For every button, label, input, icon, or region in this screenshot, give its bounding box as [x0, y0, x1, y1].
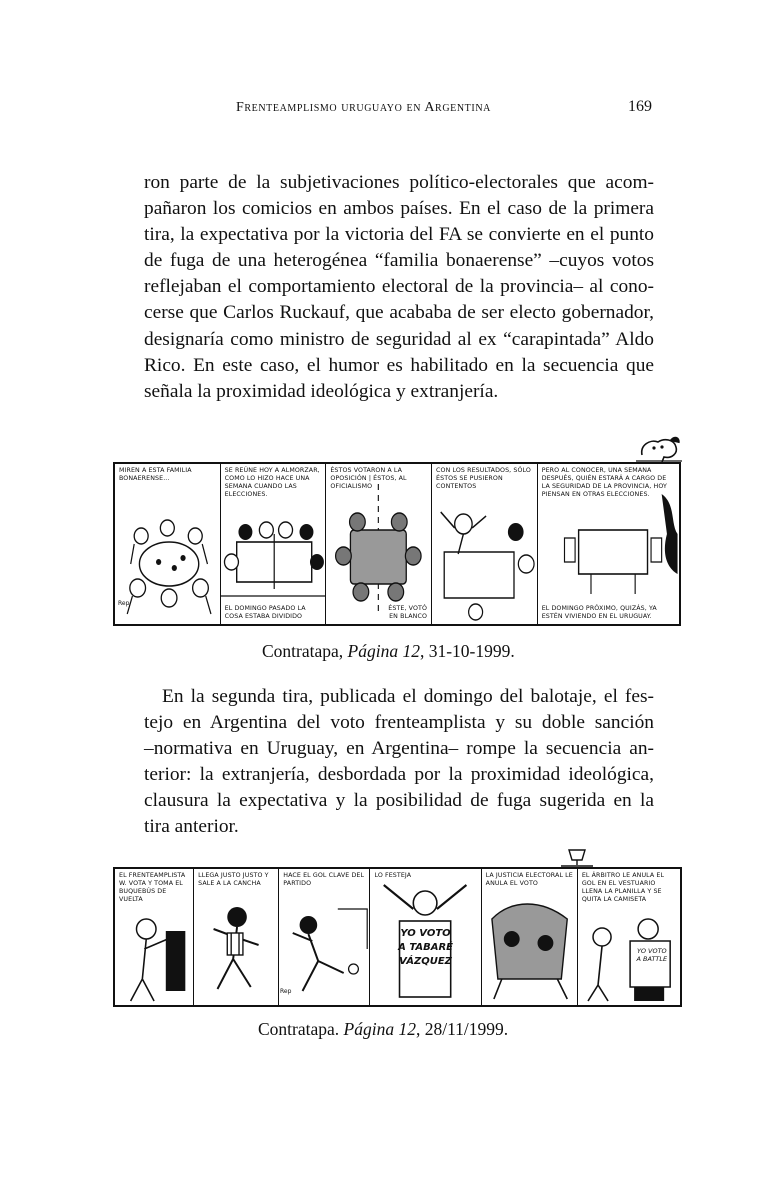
- panel-caption: SE REÚNE HOY A ALMORZAR, COMO LO HIZO HACE UNA SEMANA CUANDO LAS ELECCIONES.: [224, 467, 320, 498]
- text-line: –normativa en Uruguay, en Argentina– rompe la secuencia an-: [144, 738, 654, 760]
- text-line: clausura la expectativa y la posibilidad de fuga sugerida en la: [144, 790, 654, 812]
- annulled-vote-illustration: [482, 869, 577, 1005]
- shirt-slogan: YO VOTO A BATTLE: [636, 947, 668, 963]
- text-line: En la segunda tira, publicada el domingo del balotaje, el fes-: [162, 686, 654, 707]
- table-split-illustration: [221, 464, 326, 624]
- family-table-illustration: [115, 464, 220, 624]
- voter-boat-illustration: [115, 869, 193, 1005]
- running-title-text: Frenteamplismo uruguayo en Argentina: [236, 100, 491, 115]
- empty-table-illustration: [538, 464, 679, 624]
- caption-publication: Página 12: [343, 1019, 416, 1039]
- panel-caption: ÉSTOS VOTARON A LA OPOSICIÓN | ÉSTOS, AL OFICIALISMO: [330, 467, 407, 490]
- panel-caption-bottom: ÉSTE, VOTÓ EN BLANCO: [388, 605, 428, 620]
- comic-panel: [538, 464, 679, 624]
- dog-doodle-icon: [636, 433, 682, 463]
- panel-caption: CON LOS RESULTADOS, SÓLO ÉSTOS SE PUSIERON CONTENTOS: [436, 467, 531, 490]
- panel-caption: MIREN A ESTA FAMILIA BONAERENSE...: [119, 467, 192, 482]
- body-paragraph-1: [144, 170, 654, 405]
- figure-caption-1: [262, 641, 515, 662]
- comic-panel: [115, 464, 221, 624]
- celebrating-figures-illustration: [432, 464, 537, 624]
- panel-caption: EL FRENTEAMPLISTA W. VOTA Y TOMA EL BUQUEBÚS DE VUELTA: [119, 872, 186, 903]
- panel-caption: EL ÁRBITRO LE ANULA EL GOL EN EL VESTUARIO LLENA LA PLANILLA Y SE QUITA LA CAMISETA: [581, 872, 665, 903]
- comic-panel: [279, 869, 370, 1005]
- panel-caption-bottom: EL DOMINGO PRÓXIMO, QUIZÁS, YA ESTÉN VIVIENDO EN EL URUGUAY.: [541, 605, 657, 620]
- text-line: tira anterior.: [144, 816, 239, 838]
- top-view-table-illustration: [326, 464, 431, 624]
- artist-signature: Rep: [280, 988, 292, 995]
- comic-panel: [221, 464, 327, 624]
- text-line: tejo en Argentina del voto frenteamplista y su doble sanción: [144, 712, 654, 734]
- text-line: señala la proximidad ideológica y extranjería.: [144, 380, 499, 402]
- text-line: terior: la extranjería, desbordada por la proximidad ideológica,: [144, 764, 654, 786]
- caption-publication: Página 12: [347, 641, 420, 661]
- panel-caption: HACE EL GOL CLAVE DEL PARTIDO: [283, 872, 365, 887]
- text-line: designaría como ministro de seguridad al ex “carapintada” Aldo: [144, 328, 654, 350]
- scoring-goal-illustration: [279, 869, 369, 1005]
- comic-panel: [432, 464, 538, 624]
- comic-panel: [482, 869, 578, 1005]
- text-line: cerse que Carlos Ruckauf, que acababa de ser electo gobernador,: [144, 302, 654, 324]
- trophy-doodle-icon: [557, 846, 597, 868]
- artist-signature: Rep: [118, 600, 130, 607]
- comic-panel: [370, 869, 481, 1005]
- body-paragraph-2: [144, 684, 654, 841]
- referee-illustration: [578, 869, 680, 1005]
- panel-caption: LA JUSTICIA ELECTORAL LE ANULA EL VOTO: [485, 872, 573, 887]
- panel-caption: PERO AL CONOCER, UNA SEMANA DESPUÉS, QUIÉN ESTARÁ A CARGO DE LA SEGURIDAD DE LA PROVINCIA, HOY PIENSAN EN OTRAS ELECCIONES.: [541, 467, 667, 498]
- comic-strip-1: [113, 462, 681, 626]
- text-line: pañaron los comicios en ambos países. En el caso de la primera: [144, 198, 654, 220]
- text-line: de fuga de una heterogénea “familia bonaerense” –cuyos votos: [144, 250, 654, 272]
- caption-date: , 31-10-1999.: [419, 641, 515, 661]
- text-line: ron parte de la subjetivaciones político-electorales que acom-: [144, 172, 654, 193]
- text-line: Rico. En este caso, el humor es habilitado en la secuencia que: [144, 354, 654, 376]
- caption-date: , 28/11/1999.: [415, 1019, 509, 1039]
- shirt-slogan: YO VOTO A TABARÉ VÁZQUEZ: [398, 928, 453, 967]
- comic-panel: [115, 869, 194, 1005]
- figure-caption-2: [258, 1019, 508, 1040]
- comic-panel: [326, 464, 432, 624]
- panel-caption: LO FESTEJA: [374, 872, 412, 879]
- caption-prefix: Contratapa.: [258, 1019, 344, 1039]
- panel-caption: LLEGA JUSTO JUSTO Y SALE A LA CANCHA: [198, 872, 269, 887]
- running-player-illustration: [194, 869, 278, 1005]
- comic-strip-2: [113, 867, 682, 1007]
- panel-caption-bottom: EL DOMINGO PASADO LA COSA ESTABA DIVIDIDO: [224, 605, 306, 620]
- comic-panel: [578, 869, 680, 1005]
- text-line: tira, la expectativa por la victoria del FA se convierte en el punto: [144, 224, 654, 246]
- running-title: [236, 100, 491, 116]
- caption-prefix: Contratapa,: [262, 641, 348, 661]
- page-number: 169: [628, 98, 652, 115]
- comic-panel: [194, 869, 279, 1005]
- text-line: reflejaban el comportamiento electoral de la provincia– al cono-: [144, 276, 654, 298]
